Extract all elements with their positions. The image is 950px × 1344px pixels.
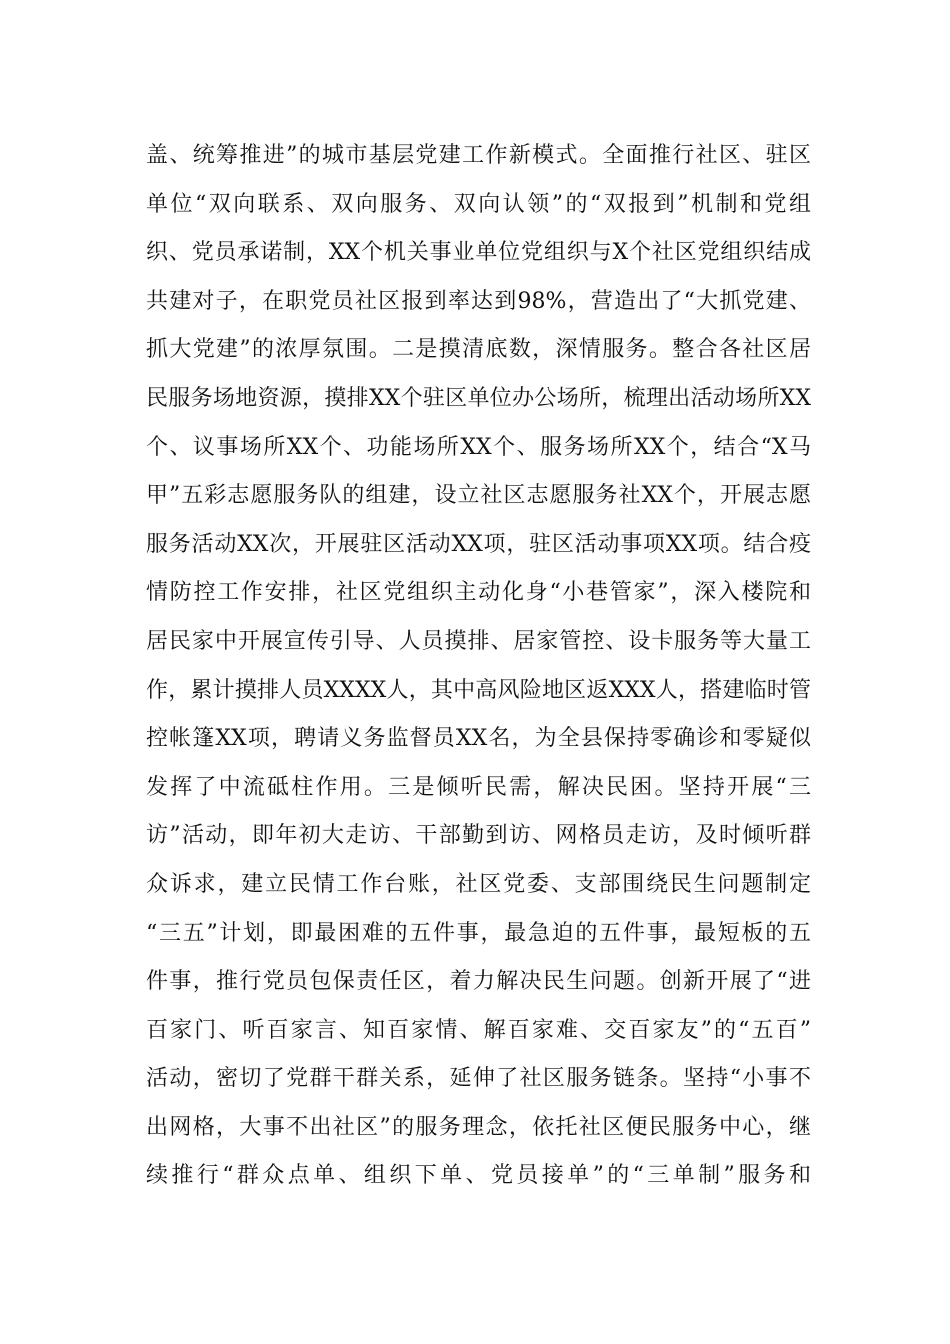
text-line: 个、议事场所XX个、功能场所XX个、服务场所XX个，结合“X马	[146, 434, 811, 460]
text-line: 众诉求，建立民情工作台账，社区党委、支部围绕民生问题制定	[146, 871, 811, 897]
text-line: 续推行“群众点单、组织下单、党员接单”的“三单制”服务和	[146, 1163, 811, 1189]
text-line: 发挥了中流砥柱作用。三是倾听民需，解决民困。坚持开展“三	[146, 774, 811, 800]
text-line: 抓大党建”的浓厚氛围。二是摸清底数，深情服务。整合各社区居	[146, 337, 811, 363]
text-line: 盖、统筹推进”的城市基层党建工作新模式。全面推行社区、驻区	[146, 143, 811, 168]
text-line: 民服务场地资源，摸排XX个驻区单位办公场所，梳理出活动场所XX	[146, 385, 811, 411]
text-line: 甲”五彩志愿服务队的组建，设立社区志愿服务社XX个，开展志愿	[146, 483, 811, 509]
text-line: 情防控工作安排，社区党组织主动化身“小巷管家”，深入楼院和	[146, 580, 811, 606]
text-line: 作，累计摸排人员XXXX人，其中高风险地区返XXX人，搭建临时管	[146, 677, 811, 703]
text-line: 访”活动，即年初大走访、干部勤到访、网格员走访，及时倾听群	[146, 823, 811, 849]
text-line: 百家门、听百家言、知百家情、解百家难、交百家友”的“五百”	[146, 1017, 811, 1043]
text-line: 出网格，大事不出社区”的服务理念，依托社区便民服务中心，继	[146, 1114, 811, 1140]
text-line: 居民家中开展宣传引导、人员摸排、居家管控、设卡服务等大量工	[146, 628, 811, 654]
body-text	[146, 132, 811, 1201]
text-line: 织、党员承诺制，XX个机关事业单位党组织与X个社区党组织结成	[146, 240, 811, 266]
text-line: 控帐篷XX项，聘请义务监督员XX名，为全县保持零确诊和零疑似	[146, 726, 811, 752]
text-line: 件事，推行党员包保责任区，着力解决民生问题。创新开展了“进	[146, 969, 811, 995]
text-line: “三五”计划，即最困难的五件事，最急迫的五件事，最短板的五	[146, 920, 811, 946]
text-line: 活动，密切了党群干群关系，延伸了社区服务链条。坚持“小事不	[146, 1066, 811, 1092]
text-line: 单位“双向联系、双向服务、双向认领”的“双报到”机制和党组	[146, 191, 811, 217]
text-line: 服务活动XX次，开展驻区活动XX项，驻区活动事项XX项。结合疫	[146, 531, 811, 557]
text-line: 共建对子，在职党员社区报到率达到98%，营造出了“大抓党建、	[146, 288, 811, 314]
